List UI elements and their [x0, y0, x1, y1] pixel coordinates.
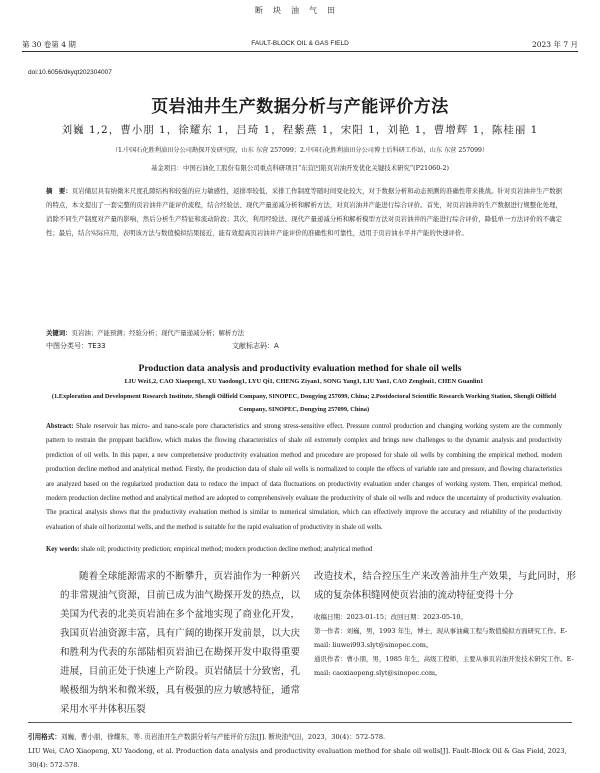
keywords-text-cn: 页岩油；产能预测；经验分析；现代产量递减分析；解析方法 [71, 329, 245, 337]
article-info-box [314, 610, 576, 680]
corresponding-author-info: 通讯作者：曹小朋，男，1985 年生，高级工程师，主要从事页岩油开发技术研究工作。E-mail: caoxiaopeng.slyt@sinopec.com。 [314, 655, 574, 677]
journal-title-en: FAULT-BLOCK OIL & GAS FIELD [251, 40, 349, 47]
funding-cn: 基金项目：中国石油化工股份有限公司重点科研项目“东营凹陷页岩油开发优化关键技术研究”(P21060-2) [151, 164, 449, 172]
abstract-text-cn: 页岩储层具有纳微米尺度孔隙结构和较强的应力敏感性，返排率较低，采排工作制度等随时间变化较大，对于数据分析和动态预测的准确性带来挑战。针对页岩油井生产数据的特点，本文提出了一套完整的页岩油井产能评价流程，结合经验法、现代产量递减分析和解析方法，对页岩油井产能进行综合评价。首先，对页岩油井的生产数据进行规整化处理，消除不同生产制度对产量的影响，然后分析生产特征和流动阶段；其次，利用经验法、现代产量递减分析和解析模型方法对页岩油井的产能进行综合评价，降低单一方法评价的不确定性；最后，结合实际应用，表明该方法与数值模拟结果接近，能有效提高页岩油井产能评价的准确性和可靠性，适用于页岩油水平井产能的快速评价。 [46, 187, 563, 238]
abstract-label-cn: 摘 要： [46, 187, 72, 195]
authors-en: LIU Wei1,2, CAO Xiaopeng1, XU Yaodong1, LYU Qi1, CHENG Ziyan1, SONG Yang1, LIU Yan1, CAO Zenghui1, CHEN Guanlin1 [124, 378, 484, 385]
affiliations-en: (1.Exploration and Development Research Institute, Shengli Oilfield Company, SINOPEC, Dongying 257099, China; 2.Postdoctoral Scientific Research Working Station, Shengli Oilfield Company, SINOPEC, Dongying 257099, China) [51, 393, 557, 413]
body-left-column: 随着全球能源需求的不断攀升，页岩油作为一种新兴的非常规油气资源，目前已成为油气勘探开发的热点，以美国为代表的北美页岩油在多个盆地实现了商业化开发，我国页岩油资源丰富，具有广阔的勘探开发前景，以大庆和胜利为代表的东部陆相页岩油已在勘探开发中取得重要进展，目前正处于快速上产阶段。页岩储层十分致密，孔喉极细为纳米和微米级，具有极强的应力敏感特征，通常采用水平井体积压裂 [60, 571, 300, 715]
keywords-cn [46, 326, 562, 340]
clc-number: 中图分类号：TE33 [46, 342, 106, 350]
authors-cn: 刘巍 1,2，曹小朋 1，徐耀东 1，吕琦 1，程紫燕 1，宋阳 1，刘艳 1，曹增辉 1，陈桂丽 1 [61, 124, 539, 136]
abstract-label-en: Abstract: [46, 423, 74, 430]
publication-date: 2023 年 7 月 [531, 40, 578, 49]
abstract-cn [46, 184, 562, 240]
affiliations-cn: （1.中国石化胜利油田分公司勘探开发研究院，山东 东营 257099；2.中国石化胜利油田分公司博士后科研工作站，山东 东营 257099） [111, 147, 489, 154]
citation [28, 730, 572, 772]
citation-divider [28, 722, 572, 723]
header-divider [22, 51, 578, 52]
citation-en: LIU Wei, CAO Xiaopeng, XU Yaodong, et al. Production data analysis and productivity evaluation method for shale oil wells[J]. Fault-Block Oil & Gas Field, 2023, 30(4): 572-578. [28, 747, 567, 769]
citation-cn: 刘巍，曹小朋，徐耀东，等. 页岩油井生产数据分析与产能评价方法[J]. 断块油气田，2023，30(4)：572-578. [60, 733, 386, 741]
doi: doi:10.6056/dkyqt202304007 [28, 69, 112, 76]
document-code: 文献标志码：A [232, 342, 279, 350]
citation-label: 引用格式： [28, 733, 61, 741]
received-date: 收稿日期：2023-01-15；改回日期：2023-05-10。 [314, 613, 467, 621]
article-title-cn: 页岩油井生产数据分析与产能评价方法 [151, 97, 449, 117]
body-right-column: 改造技术，结合控压生产来改善油井生产效果，与此同时，形成的复杂体积缝网使页岩油的流动特征变得十分 [314, 571, 576, 601]
journal-title-cn: 断块油气田 [255, 6, 345, 15]
keywords-label-en: Key words: [46, 546, 80, 553]
first-author-info: 第一作者：刘巍，男，1993 年生，博士，现从事油藏工程与数值模拟方面研究工作。E-mail: liuwei993.slyt@sinopec.com。 [314, 627, 568, 649]
volume-issue: 第 30 卷第 4 期 [22, 40, 76, 49]
article-title-en: Production data analysis and productivity evaluation method for shale oil wells [138, 363, 462, 374]
keywords-text-en: shale oil; productivity prediction; empirical method; modern production decline method; analytical method [81, 546, 373, 553]
keywords-label-cn: 关键词： [46, 329, 72, 337]
abstract-text-en: Shale reservoir has micro- and nano-scale pore characteristics and strong stress-sensitive effect. Pressure control production and changing working system are the commonly pattern to restrain the proppant backflow, which makes the flowing characteristics of shale oil extremely complex and brings new challenges to the dynamic analysis and productivity prediction of oil wells. In this paper, a new comprehensive productivity evaluation method and procedure are proposed for shale oil wells by combining the empirical method, modern production decline method and analytical method. Firstly, the production data of shale oil wells is normalized to couple the effects of variable rate and pressure, and flowing characteristics are analyzed based on the regularized production data to reduce the impact of data fluctuations on productivity evaluation under changes of working system. Then, empirical method, modern production decline method and analytical method are adopted to comprehensively evaluate the productivity of shale oil wells and reduce the uncertainty of productivity evaluation. The practical analysis shows that the productivity evaluation method is similar to numerical simulation, which can effectively improve the accuracy and reliability of the productivity evaluation of shale oil horizontal wells, and the method is suitable for the rapid evaluation of productivity in shale oil wells. [46, 423, 562, 531]
keywords-en [46, 543, 562, 557]
abstract-en [46, 420, 562, 535]
